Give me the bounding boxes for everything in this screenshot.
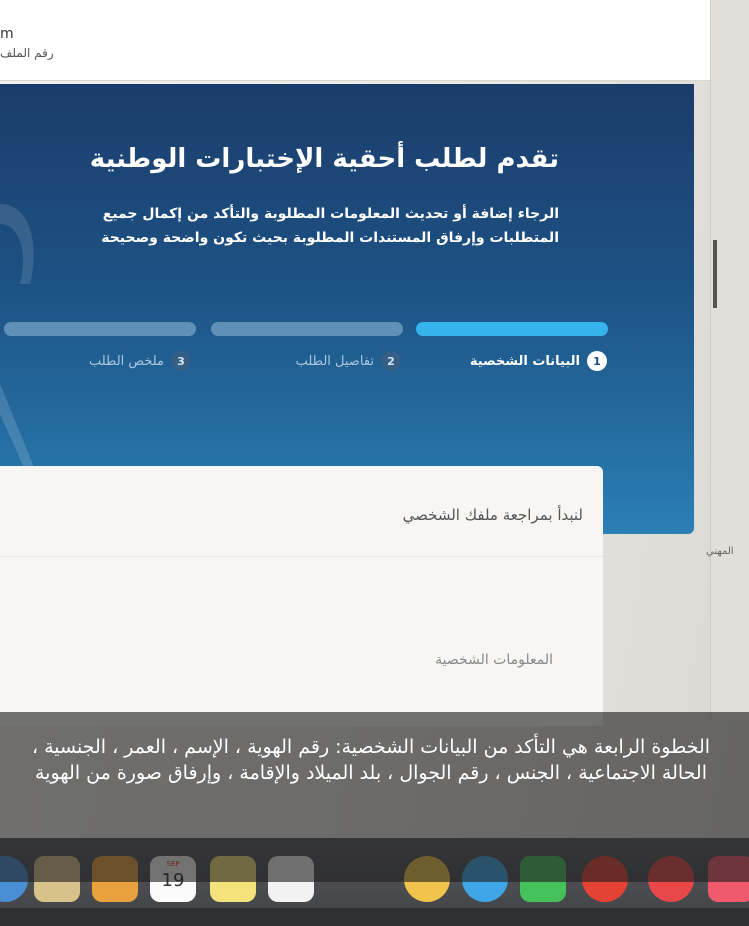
scrollbar[interactable]	[713, 240, 717, 308]
divider	[0, 556, 603, 557]
profile-card	[0, 466, 603, 726]
step-label: تفاصيل الطلب	[295, 353, 374, 369]
step-number: 3	[171, 351, 191, 371]
file-number-label: رقم الملف	[0, 46, 54, 60]
card-heading: لنبدأ بمراجعة ملفك الشخصي	[402, 506, 583, 524]
caption-overlay	[0, 712, 749, 882]
step-label: البيانات الشخصية	[469, 353, 580, 369]
step-request-summary[interactable]	[89, 348, 191, 374]
section-title: المعلومات الشخصية	[435, 652, 553, 668]
progress-bar-step-1	[416, 322, 608, 336]
top-bar	[0, 0, 710, 81]
dock-shelf	[0, 908, 749, 926]
step-personal-info[interactable]	[470, 348, 607, 374]
right-side-panel	[710, 0, 749, 720]
caption-text: الخطوة الرابعة هي التأكد من البيانات الشخصية: رقم الهوية ، الإسم ، العمر ، الجنسية ، الحالة الاجتماعية ، الجنس ، رقم الجوال ، بلد الميلاد والإقامة ، وإرفاق صورة من الهوية	[31, 736, 711, 784]
page-description: الرجاء إضافة أو تحديث المعلومات المطلوبة والتأكد من إكمال جميع المتطلبات وإرفاق المستندات المطلوبة بحيث تكون واضحة وصحيحة	[101, 206, 559, 246]
decorative-shape	[0, 84, 50, 504]
top-bar-text: m	[0, 26, 14, 42]
progress-bars	[4, 322, 608, 336]
step-label: ملخص الطلب	[88, 353, 164, 369]
step-number: 1	[587, 351, 607, 371]
step-request-details[interactable]	[296, 348, 401, 374]
progress-bar-step-2	[211, 322, 403, 336]
page-title: تقدم لطلب أحقية الإختبارات الوطنية	[89, 144, 559, 174]
side-label: المهني	[706, 546, 734, 557]
step-number: 2	[381, 351, 401, 371]
